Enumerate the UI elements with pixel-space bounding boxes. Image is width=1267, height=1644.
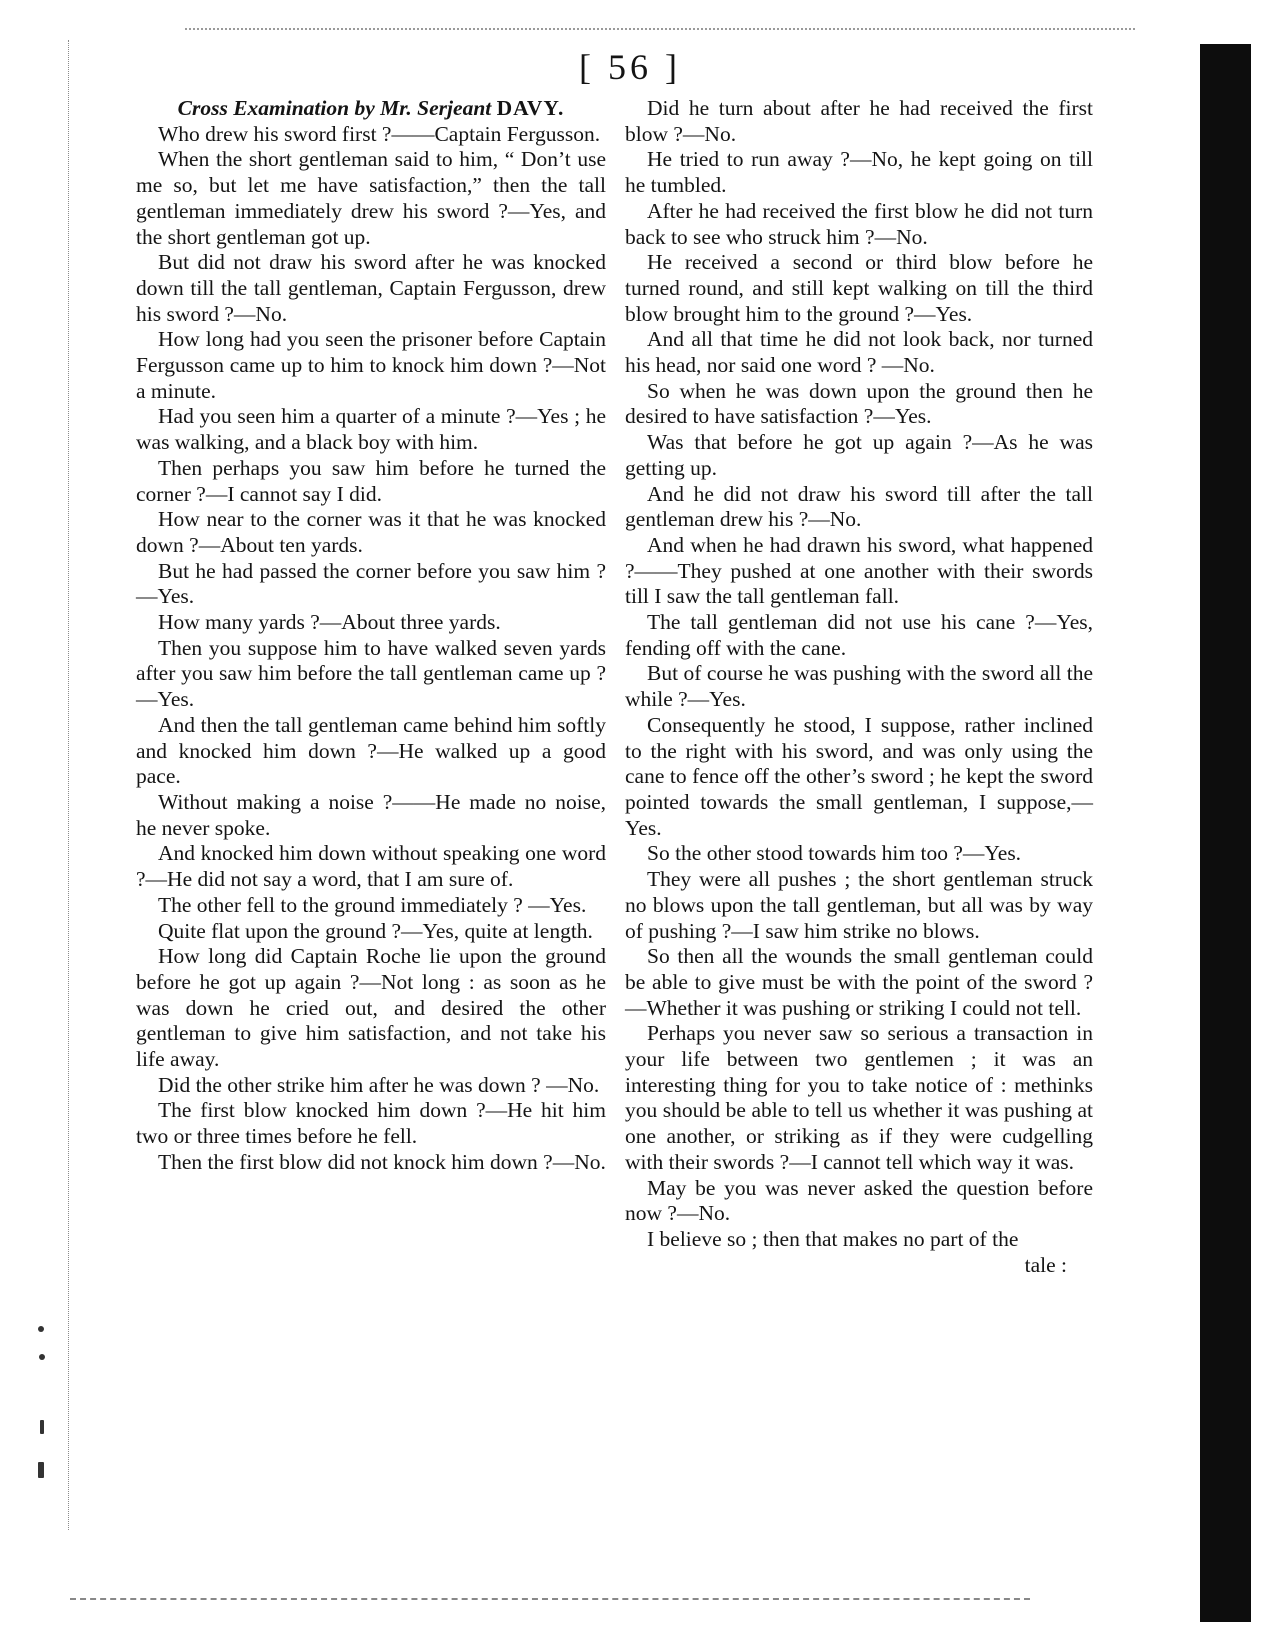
page-number: [ 56 ] — [579, 47, 681, 87]
scan-speck — [39, 1354, 45, 1360]
heading-title: Cross Examination by Mr. Serjeant — [177, 96, 497, 120]
scan-edge-bar — [1200, 44, 1251, 1622]
scan-edge-left — [68, 40, 70, 1530]
paragraph: So when he was down upon the ground then he desired to have satisfaction ?—Yes. — [625, 378, 1093, 429]
heading-name: DAVY. — [496, 96, 565, 120]
paragraph: And when he had drawn his sword, what happened ?——They pushed at one another with their swords till I saw the tall gentleman fall. — [625, 532, 1093, 609]
paragraph: Then you suppose him to have walked seven yards after you saw him before the tall gentleman came up ?—Yes. — [136, 635, 606, 712]
paragraph: Then perhaps you saw him before he turned the corner ?—I cannot say I did. — [136, 455, 606, 506]
scan-noise-bottom — [70, 1598, 1030, 1600]
paragraph: And he did not draw his sword till after the tall gentleman drew his ?—No. — [625, 481, 1093, 532]
paragraph: Perhaps you never saw so serious a transaction in your life between two gentlemen ; it was an interesting thing for you to take notice of : methinks you should be able to tell us whether it was pushing at one another, or striking as if they were cudgelling with their swords ?—I cannot tell which way it was. — [625, 1021, 1093, 1174]
paragraph: And then the tall gentleman came behind him softly and knocked him down ?—He walked up a good pace. — [136, 712, 606, 789]
paragraph: After he had received the first blow he did not turn back to see who struck him ?—No. — [625, 198, 1093, 249]
left-column — [136, 96, 606, 1176]
scan-noise-top — [185, 28, 1135, 30]
paragraph: But did not draw his sword after he was knocked down till the tall gentleman, Captain Fergusson, drew his sword ?—No. — [136, 250, 606, 326]
paragraph: Consequently he stood, I suppose, rather inclined to the right with his sword, and was only using the cane to fence off the other’s sword ; he kept the sword pointed towards the small gentleman, I suppose,—Yes. — [625, 712, 1093, 840]
paragraph: So the other stood towards him too ?—Yes. — [647, 841, 1022, 866]
paragraph: Was that before he got up again ?—As he was getting up. — [625, 430, 1093, 480]
paragraph: May be you was never asked the question before now ?—No. — [625, 1175, 1093, 1226]
paragraph: How long did Captain Roche lie upon the ground before he got up again ?—Not long : as soon as he was down he cried out, and desired the other gentleman to give him satisfaction, and not take his life away. — [136, 944, 606, 1072]
paragraph: So then all the wounds the small gentleman could be able to give must be with the point of the sword ?—Whether it was pushing or striking I could not tell. — [625, 944, 1093, 1020]
paragraph: Then the first blow did not knock him down ?—No. — [158, 1149, 606, 1174]
paragraph: They were all pushes ; the short gentleman struck no blows upon the tall gentleman, but all was by way of pushing ?—I saw him strike no blows. — [625, 867, 1093, 943]
paragraph: But he had passed the corner before you saw him ?—Yes. — [136, 558, 606, 609]
catchword: tale : — [1024, 1252, 1067, 1277]
paragraph: The tall gentleman did not use his cane ?—Yes, fending off with the cane. — [625, 610, 1093, 660]
paragraph: How long had you seen the prisoner before Captain Fergusson came up to him to knock him down ?—Not a minute. — [136, 327, 606, 403]
paragraph: Quite flat upon the ground ?—Yes, quite at length. — [158, 918, 593, 943]
scan-speck — [38, 1462, 44, 1478]
right-column — [625, 96, 1093, 1278]
paragraph: The other fell to the ground immediately ? —Yes. — [158, 892, 587, 917]
paragraph: And knocked him down without speaking one word ?—He did not say a word, that I am sure of. — [136, 841, 606, 892]
paragraph: And all that time he did not look back, nor turned his head, nor said one word ? —No. — [625, 327, 1093, 378]
paragraph: He tried to run away ?—No, he kept going on till he tumbled. — [625, 147, 1093, 198]
paragraph: How many yards ?—About three yards. — [158, 610, 501, 635]
scan-speck — [40, 1420, 44, 1434]
paragraph: Did he turn about after he had received the first blow ?—No. — [625, 96, 1093, 146]
paragraph: When the short gentleman said to him, “ Don’t use me so, but let me have satisfaction,” then the tall gentleman immediately drew his sword ?—Yes, and the short gentleman got up. — [136, 147, 606, 249]
paragraph: The first blow knocked him down ?—He hit him two or three times before he fell. — [136, 1098, 606, 1149]
paragraph: I believe so ; then that makes no part of the — [647, 1226, 1019, 1251]
paragraph: Who drew his sword first ?——Captain Fergusson. — [158, 121, 601, 146]
scan-speck — [38, 1326, 44, 1332]
paragraph: He received a second or third blow before he turned round, and still kept walking on till the third blow brought him to the ground ?—Yes. — [625, 250, 1093, 326]
paragraph: Without making a noise ?——He made no noise, he never spoke. — [136, 789, 606, 840]
paragraph: Had you seen him a quarter of a minute ?—Yes ; he was walking, and a black boy with him. — [136, 404, 606, 455]
paragraph: Did the other strike him after he was down ? —No. — [158, 1072, 600, 1097]
paragraph: But of course he was pushing with the sword all the while ?—Yes. — [625, 661, 1093, 712]
section-heading — [136, 96, 606, 122]
paragraph: How near to the corner was it that he was knocked down ?—About ten yards. — [136, 507, 606, 557]
